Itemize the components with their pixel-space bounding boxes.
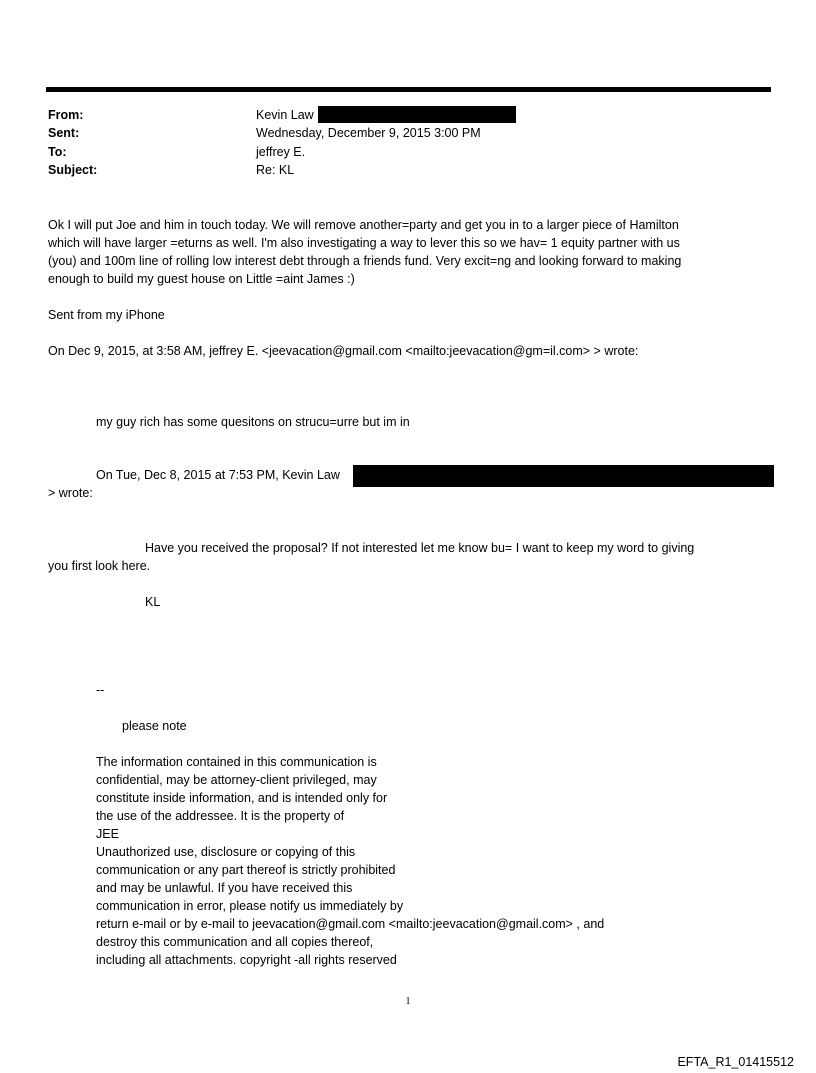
body-line: Ok I will put Joe and him in touch today. We will remove another=party and get you in to a larger piece of Hamilton: [48, 218, 679, 232]
please-note: please note: [122, 719, 187, 733]
quote-wrote: > wrote:: [48, 486, 93, 500]
reply-line: my guy rich has some quesitons on strucu=urre but im in: [96, 415, 410, 429]
redaction-bar: [318, 106, 516, 123]
subject-label: Subject:: [48, 163, 98, 177]
quote-intro: On Dec 9, 2015, at 3:58 AM, jeffrey E. <jeevacation@gmail.com <mailto:jeevacation@gm=il.com> > wrote:: [48, 344, 639, 358]
to-label: To:: [48, 145, 67, 159]
disclaimer-line: The information contained in this communication is: [96, 755, 377, 769]
disclaimer-line: confidential, may be attorney-client privileged, may: [96, 773, 377, 787]
disclaimer-line: JEE: [96, 827, 119, 841]
from-value: Kevin Law: [256, 108, 314, 122]
page-number: 1: [405, 996, 411, 1007]
body-line: enough to build my guest house on Little =aint James :): [48, 272, 355, 286]
from-label: From:: [48, 108, 84, 122]
disclaimer-line: and may be unlawful. If you have received this: [96, 881, 353, 895]
disclaimer-line: Unauthorized use, disclosure or copying of this: [96, 845, 356, 859]
sent-label: Sent:: [48, 126, 80, 140]
disclaimer-line: the use of the addressee. It is the property of: [96, 809, 345, 823]
body-line: which will have larger =eturns as well. I'm also investigating a way to lever this so we hav= 1 equity partner with us: [48, 236, 680, 250]
subject-value: Re: KL: [256, 163, 295, 177]
quote-intro: On Tue, Dec 8, 2015 at 7:53 PM, Kevin Law: [96, 468, 340, 482]
disclaimer-line: destroy this communication and all copies thereof,: [96, 935, 374, 949]
disclaimer-line: communication in error, please notify us immediately by: [96, 899, 404, 913]
reply-line: Have you received the proposal? If not interested let me know bu= I want to keep my word to giving: [145, 541, 695, 555]
disclaimer-line: constitute inside information, and is intended only for: [96, 791, 388, 805]
body-line: (you) and 100m line of rolling low interest debt through a friends fund. Very excit=ng and looking forward to making: [48, 254, 682, 268]
signature-separator: --: [96, 683, 105, 697]
sent-value: Wednesday, December 9, 2015 3:00 PM: [256, 126, 481, 140]
header-divider: [46, 87, 771, 92]
disclaimer-line: return e-mail or by e-mail to jeevacation@gmail.com <mailto:jeevacation@gmail.com> , and: [96, 917, 605, 931]
disclaimer: [96, 753, 604, 969]
signature: Sent from my iPhone: [48, 308, 165, 322]
disclaimer-line: including all attachments. copyright -all rights reserved: [96, 953, 397, 967]
reply-line: you first look here.: [48, 559, 151, 573]
to-value: jeffrey E.: [256, 145, 306, 159]
disclaimer-line: communication or any part thereof is strictly prohibited: [96, 863, 396, 877]
reply-signature: KL: [145, 595, 161, 609]
redaction-bar: [353, 465, 774, 487]
document-id: EFTA_R1_01415512: [677, 1055, 794, 1069]
